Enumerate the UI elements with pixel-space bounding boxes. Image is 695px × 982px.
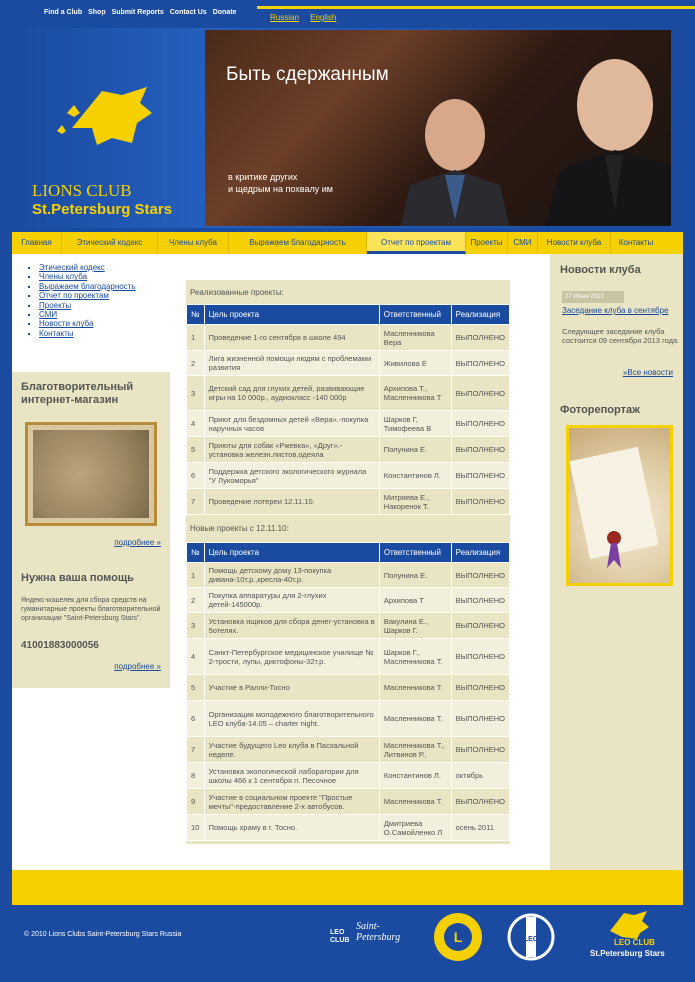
footer-lions-club-logo[interactable] xyxy=(590,909,670,965)
table-row xyxy=(187,701,510,737)
table-row xyxy=(187,463,510,489)
cell-num: 6 xyxy=(187,463,205,489)
certificate-image xyxy=(569,428,670,583)
table-row xyxy=(187,489,510,515)
cell-goal: Проведение 1-го сентября в школе 494 xyxy=(204,325,379,351)
news-link[interactable]: Заседание клуба в сентябре xyxy=(562,306,669,315)
table-row xyxy=(187,376,510,411)
cell-status: ВЫПОЛНЕНО xyxy=(451,411,509,437)
cell-responsible: Архипова Т., Масленникова Т xyxy=(379,376,451,411)
cell-status: ВЫПОЛНЕНО xyxy=(451,675,509,701)
cell-responsible: Дмитриева О.Самойленко Л xyxy=(379,815,451,841)
cell-responsible: Живилова Е xyxy=(379,351,451,376)
footer-yellow-band xyxy=(12,870,683,905)
table-row xyxy=(187,815,510,841)
cell-status: осень 2011 xyxy=(451,815,509,841)
table-row xyxy=(187,325,510,351)
top-nav-find-club[interactable]: Find a Club xyxy=(44,9,83,16)
nav-ethics[interactable]: Этический кодекс xyxy=(62,232,158,254)
cell-goal: Участие будущего Leo клуба в Пасхальной неделе. xyxy=(204,737,379,763)
saint-petersburg-text: Saint-Petersburg xyxy=(356,921,401,943)
cell-status: ВЫПОЛНЕНО xyxy=(451,437,509,463)
cell-responsible: Шарков Г., Масленникова Т. xyxy=(379,639,451,675)
leo-emblem-logo[interactable] xyxy=(506,911,556,965)
projects-panel xyxy=(186,280,510,844)
man-left-image xyxy=(400,90,510,226)
nav-project-report[interactable]: Отчет по проектам xyxy=(367,232,466,254)
table-row xyxy=(187,588,510,613)
lions-international-logo[interactable] xyxy=(432,911,484,965)
cell-goal: Участие в Ралли-Тосно xyxy=(204,675,379,701)
help-more-link[interactable]: подробнее » xyxy=(114,662,161,671)
cell-goal: Приюты для собак «Ржевка», «Друг».-установка железн.листов,одеяла xyxy=(204,437,379,463)
nav-members[interactable]: Члены клуба xyxy=(158,232,229,254)
cell-goal: Помощь детскому дому 13-покупка дивана-10т.р.,кресла-40т.р. xyxy=(204,563,379,588)
leo-club-text: LEO CLUB xyxy=(330,929,350,944)
cell-responsible: Константинов Л. xyxy=(379,763,451,789)
sidebar-link-news[interactable]: Новости клуба xyxy=(39,319,94,329)
table-row xyxy=(187,613,510,639)
leo-club-saint-petersburg-logo[interactable] xyxy=(330,915,418,955)
cell-goal: Приют для бездомных детей «Вера».-покупка наручных часов xyxy=(204,411,379,437)
realized-table xyxy=(186,304,510,515)
cell-num: 7 xyxy=(187,489,205,515)
col-responsible: Ответственный xyxy=(379,543,451,563)
photo-report-image[interactable] xyxy=(566,425,673,586)
cell-responsible: Архипова Т xyxy=(379,588,451,613)
cell-goal: Помощь храму в г. Тосно. xyxy=(204,815,379,841)
table-header-row xyxy=(187,305,510,325)
nav-media[interactable]: СМИ xyxy=(508,232,538,254)
realized-body xyxy=(187,325,510,515)
help-box xyxy=(12,560,170,688)
lions-emblem-icon xyxy=(432,911,484,963)
nav-contacts[interactable]: Контакты xyxy=(618,238,654,247)
banner-slogan: Быть сдержанным xyxy=(226,64,389,85)
table-header-row xyxy=(187,543,510,563)
top-nav-contact-us[interactable]: Contact Us xyxy=(169,9,207,16)
cell-status: ВЫПОЛНЕНО xyxy=(451,463,509,489)
table-row xyxy=(187,351,510,376)
col-num: № xyxy=(187,305,205,325)
header xyxy=(12,28,683,228)
nav-home[interactable]: Главная xyxy=(12,232,62,254)
cell-num: 6 xyxy=(187,701,205,737)
leo-emblem-icon xyxy=(506,911,556,963)
nav-club-news[interactable]: Новости клуба xyxy=(538,232,611,254)
nav-projects[interactable]: Проекты xyxy=(466,232,508,254)
all-news-link[interactable]: »Все новости xyxy=(622,368,673,377)
cell-status: ВЫПОЛНЕНО xyxy=(451,588,509,613)
shop-more-link[interactable]: подробнее » xyxy=(114,538,161,547)
cell-responsible: Вакулина Е., Шарков Г. xyxy=(379,613,451,639)
cell-responsible: Полунина Е. xyxy=(379,563,451,588)
banner-subtitle-2: и щедрым на похвалу им xyxy=(228,184,333,194)
shop-box xyxy=(12,372,170,560)
cell-responsible: Масленникова Т. xyxy=(379,675,451,701)
cell-responsible: Масленникова Т., Литвинов Р., xyxy=(379,737,451,763)
cell-num: 10 xyxy=(187,815,205,841)
cell-status: ВЫПОЛНЕНО xyxy=(451,489,509,515)
cell-goal: Организация молодежного благотворительного LEO клуба-14.05 – charter night. xyxy=(204,701,379,737)
col-num: № xyxy=(187,543,205,563)
main-nav xyxy=(12,232,683,254)
nav-gratitude[interactable]: Выражаем благодарность xyxy=(229,232,367,254)
col-goal: Цель проекта xyxy=(204,543,379,563)
cell-status: ВЫПОЛНЕНО xyxy=(451,563,509,588)
cell-num: 5 xyxy=(187,675,205,701)
new-projects-body xyxy=(187,563,510,841)
photo-report-title: Фоторепортаж xyxy=(560,404,640,416)
logo-text-stpetersburg: St.Petersburg Stars xyxy=(32,201,173,218)
cell-num: 3 xyxy=(187,613,205,639)
cell-goal: Детский сад для глухих детей, развивающие игры на 10 000р., аудиокласс -140 000р xyxy=(204,376,379,411)
cell-num: 8 xyxy=(187,763,205,789)
cell-goal: Проведение лотереи 12.11.10. xyxy=(204,489,379,515)
cell-responsible: Масленникова Вера xyxy=(379,325,451,351)
top-nav-shop[interactable]: Shop xyxy=(88,9,106,16)
cell-status: ВЫПОЛНЕНО xyxy=(451,737,509,763)
top-nav-submit-reports[interactable]: Submit Reports xyxy=(111,9,164,16)
lang-english[interactable]: English xyxy=(310,13,337,22)
news-date-badge: 27 Июня 2013 xyxy=(562,291,624,303)
cell-responsible: Масленникова Т. xyxy=(379,701,451,737)
col-goal: Цель проекта xyxy=(204,305,379,325)
cell-responsible: Шарков Г, Тимофеева В xyxy=(379,411,451,437)
cell-status: ВЫПОЛНЕНО xyxy=(451,351,509,376)
cell-num: 7 xyxy=(187,737,205,763)
cell-num: 2 xyxy=(187,351,205,376)
col-status: Реализация xyxy=(451,305,509,325)
shop-title: Благотворительный интернет-магазин xyxy=(21,381,134,406)
cell-goal: Участие в социальном проекте "Простые мечты"-предоставление 2-х автобусов. xyxy=(204,789,379,815)
cell-goal: Установка экологической лаборатории для школы 466 к 1 сентября п. Песочное xyxy=(204,763,379,789)
news-text: Следующее заседание клуба состоится 09 сентября 2013 года. xyxy=(562,327,680,345)
cell-responsible: Константинов Л. xyxy=(379,463,451,489)
footer-logo-line2: St.Petersburg Stars xyxy=(590,949,665,958)
sidebar-link-gratitude[interactable]: Выражаем благодарность xyxy=(39,281,136,291)
lions-club-logo[interactable] xyxy=(22,83,182,218)
new-projects-label: Новые проекты с 12.11.10: xyxy=(190,524,289,533)
cell-num: 5 xyxy=(187,437,205,463)
cell-num: 1 xyxy=(187,325,205,351)
table-row xyxy=(187,675,510,701)
table-row xyxy=(187,411,510,437)
top-nav-donate[interactable]: Donate xyxy=(212,9,237,16)
table-row xyxy=(187,639,510,675)
sidebar-link-ethics[interactable]: Этический кодекс xyxy=(39,263,105,272)
cell-goal: Установка ящиков для сбора денег-установка в 5отелях. xyxy=(204,613,379,639)
sidebar-link-report[interactable]: Отчет по проектам xyxy=(39,291,109,301)
svg-text:LEO: LEO xyxy=(523,936,539,943)
cell-num: 2 xyxy=(187,588,205,613)
cell-num: 4 xyxy=(187,639,205,675)
realized-label: Реализованные проекты: xyxy=(190,288,284,297)
content-area xyxy=(12,254,683,870)
cell-status: ВЫПОЛНЕНО xyxy=(451,789,509,815)
col-responsible: Ответственный xyxy=(379,305,451,325)
lang-russian[interactable]: Russian xyxy=(270,13,299,22)
new-projects-table xyxy=(186,542,510,841)
wallet-number: 41001883000056 xyxy=(21,640,99,651)
table-row xyxy=(187,437,510,463)
left-sidebar xyxy=(12,254,170,870)
shop-image[interactable] xyxy=(25,422,157,526)
lion-emblem-icon xyxy=(52,83,162,153)
header-banner-photo xyxy=(205,30,671,226)
footer-lion-icon xyxy=(602,909,652,939)
cell-status: октябрь xyxy=(451,763,509,789)
footer xyxy=(12,905,683,970)
cell-goal: Санкт-Петербургское медицинское училище № 2-трости, лупы, диктофоны-32т.р. xyxy=(204,639,379,675)
svg-text:L: L xyxy=(453,929,463,945)
table-row xyxy=(187,563,510,588)
table-row xyxy=(187,737,510,763)
cell-status: ВЫПОЛНЕНО xyxy=(451,701,509,737)
news-title: Новости клуба xyxy=(560,264,641,276)
cell-responsible: Митряева Е., Накоренок Т. xyxy=(379,489,451,515)
right-sidebar xyxy=(550,254,683,870)
man-right-image xyxy=(545,50,671,226)
cell-num: 4 xyxy=(187,411,205,437)
language-bar xyxy=(257,6,695,28)
top-nav xyxy=(44,9,236,16)
footer-logo-line1: LEO CLUB xyxy=(614,938,655,947)
cell-goal: Лига жизненной помощи людям с проблемами развития xyxy=(204,351,379,376)
banner-subtitle-1: в критике других xyxy=(228,172,298,182)
cell-status: ВЫПОЛНЕНО xyxy=(451,325,509,351)
sidebar-link-members[interactable]: Члены клуба xyxy=(39,272,88,282)
cell-goal: Покупка аппаратуры для 2-глухих детей-145000р. xyxy=(204,588,379,613)
cell-num: 1 xyxy=(187,563,205,588)
logo-text-lions-club: LIONS CLUB xyxy=(32,181,132,200)
cell-status: ВЫПОЛНЕНО xyxy=(451,376,509,411)
col-status: Реализация xyxy=(451,543,509,563)
sidebar-link-projects[interactable]: Проекты xyxy=(39,300,72,310)
cell-goal: Поддержка детского экологического журнала "У Лукоморья" xyxy=(204,463,379,489)
cell-num: 3 xyxy=(187,376,205,411)
copyright: © 2010 Lions Clubs Saint-Petersburg Stars Russia xyxy=(24,931,182,938)
sidebar-links xyxy=(27,263,136,338)
table-row xyxy=(187,789,510,815)
cell-responsible: Полунина Е. xyxy=(379,437,451,463)
help-title: Нужна ваша помощь xyxy=(21,572,134,584)
sidebar-link-media[interactable]: СМИ xyxy=(39,310,58,320)
cell-responsible: Масленникова Т. xyxy=(379,789,451,815)
table-row xyxy=(187,763,510,789)
cell-num: 9 xyxy=(187,789,205,815)
sidebar-link-contacts[interactable]: Контакты xyxy=(39,328,74,338)
help-text: Яндекс-кошелек для сбора средств на гуманитарные проекты благотворительной организации "Saint-Petersburg Stars". xyxy=(21,597,161,622)
cell-status: ВЫПОЛНЕНО xyxy=(451,639,509,675)
cell-status: ВЫПОЛНЕНО xyxy=(451,613,509,639)
